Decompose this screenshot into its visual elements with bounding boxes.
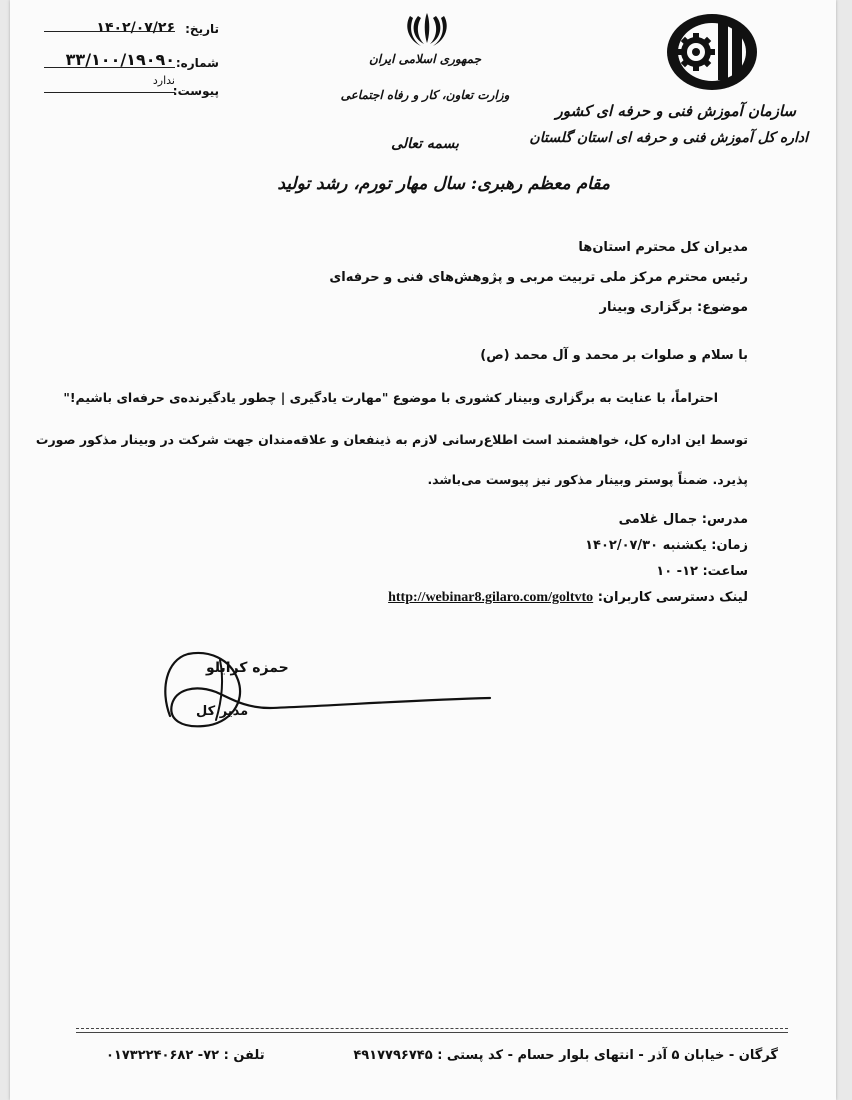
number-value: ۳۳/۱۰۰/۱۹۰۹۰ bbox=[65, 50, 175, 69]
signer-title: مدیر کل bbox=[196, 704, 249, 719]
attachment-label: پیوست: bbox=[172, 84, 219, 98]
date-value: ۱۴۰۲/۰۷/۲۶ bbox=[96, 20, 175, 36]
body-line1: احتراماً، با عنایت به برگزاری وبینار کشوری با موضوع "مهارت یادگیری | چطور یادگیرنده‌ی حرفه‌ای باشیم!" bbox=[63, 390, 718, 405]
footer-separator-solid bbox=[76, 1032, 788, 1033]
number-label: شماره: bbox=[175, 56, 219, 70]
org-name-line1: سازمان آموزش فنی و حرفه ای کشور bbox=[555, 102, 796, 120]
basmala: بسمه تعالی bbox=[391, 136, 459, 152]
letter-page bbox=[10, 0, 836, 1100]
country-title: جمهوری اسلامی ایران bbox=[368, 52, 482, 66]
greeting: با سلام و صلوات بر محمد و آل محمد (ص) bbox=[480, 348, 748, 363]
iran-emblem-icon bbox=[404, 10, 450, 48]
subject-line: موضوع: برگزاری وبینار bbox=[599, 300, 748, 315]
body-line3: پذیرد. ضمناً پوستر وبینار مذکور نیز پیوست می‌باشد. bbox=[427, 472, 748, 487]
attachment-value: ندارد bbox=[152, 74, 175, 87]
link-label: لینک دسترسی کاربران: bbox=[597, 590, 748, 605]
number-field bbox=[44, 50, 219, 72]
hour-line: ساعت: ۱۲- ۱۰ bbox=[656, 564, 748, 579]
link-row bbox=[388, 590, 748, 606]
attachment-underline bbox=[44, 92, 175, 93]
teacher-line: مدرس: جمال غلامی bbox=[618, 512, 748, 527]
org-name-line2: اداره کل آموزش فنی و حرفه ای استان گلستان bbox=[529, 130, 808, 146]
leader-motto: مقام معظم رهبری: سال مهار تورم، رشد تولید bbox=[277, 174, 610, 194]
date-field bbox=[44, 20, 219, 42]
footer-separator bbox=[76, 1028, 788, 1029]
webinar-link[interactable]: http://webinar8.gilaro.com/goltvto bbox=[388, 590, 594, 605]
recipient-line2: رئیس محترم مرکز ملی تربیت مربی و پژوهش‌های فنی و حرفه‌ای bbox=[329, 270, 748, 285]
footer-address: گرگان - خیابان ۵ آذر - انتهای بلوار حسام - کد پستی : ۴۹۱۷۷۹۶۷۴۵ bbox=[353, 1048, 778, 1063]
tvto-logo-icon bbox=[658, 10, 760, 96]
attachment-field bbox=[44, 74, 219, 102]
signer-name: حمزه کرایلو bbox=[206, 660, 289, 676]
handwritten-signature bbox=[160, 640, 500, 740]
recipient-line1: مدیران کل محترم استان‌ها bbox=[578, 240, 748, 255]
ministry-title: وزارت تعاون، کار و رفاه اجتماعی bbox=[340, 88, 510, 102]
time-line: زمان: یکشنبه ۱۴۰۲/۰۷/۳۰ bbox=[585, 538, 748, 553]
body-line2: توسط این اداره کل، خواهشمند است اطلاع‌رسانی لازم به ذینفعان و علاقه‌مندان جهت شرکت در وبینار مذکور صورت bbox=[35, 432, 748, 447]
footer-phone bbox=[106, 1048, 265, 1063]
phone-value: ۷۲- ۰۱۷۳۲۲۴۰۶۸۲ bbox=[106, 1048, 220, 1063]
number-underline bbox=[44, 67, 175, 68]
phone-label: تلفن : bbox=[223, 1048, 265, 1063]
date-label: تاریخ: bbox=[185, 22, 219, 36]
date-strike-line bbox=[44, 31, 175, 32]
